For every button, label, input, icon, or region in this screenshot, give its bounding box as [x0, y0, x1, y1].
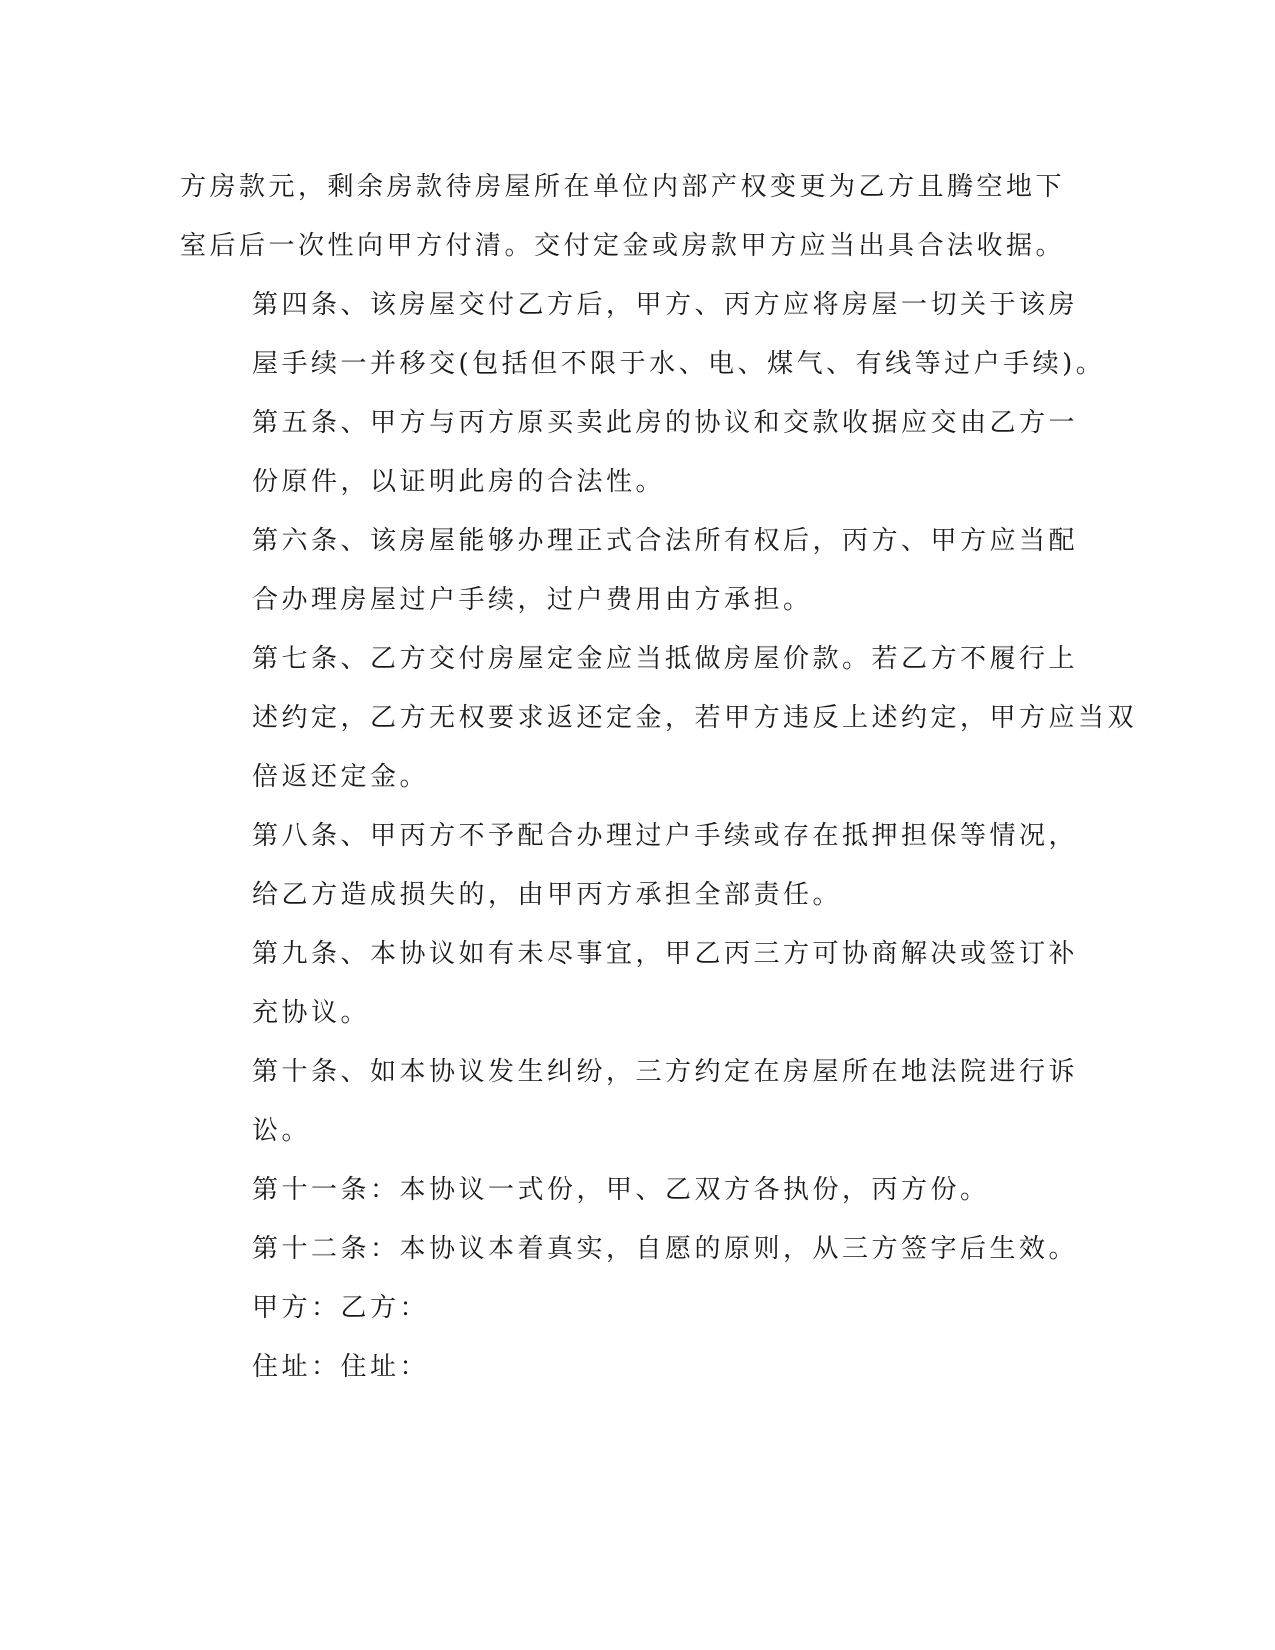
paragraph-article-9: [180, 925, 1079, 1043]
text-line: 第九条、本协议如有未尽事宜，甲乙丙三方可协商解决或签订补: [252, 939, 1079, 969]
paragraph-article-12: [180, 1220, 1079, 1279]
text-line: 室后后一次性向甲方付清。交付定金或房款甲方应当出具合法收据。: [180, 231, 1066, 261]
text-line: 第四条、该房屋交付乙方后，甲方、丙方应将房屋一切关于该房: [252, 290, 1079, 320]
paragraph-article-6: [180, 512, 1079, 630]
document-body: [180, 158, 1138, 1397]
text-line: 述约定，乙方无权要求返还定金，若甲方违反上述约定，甲方应当双: [252, 703, 1138, 733]
text-line: 给乙方造成损失的，由甲丙方承担全部责任。: [252, 880, 843, 910]
text-line: 第六条、该房屋能够办理正式合法所有权后，丙方、甲方应当配: [252, 526, 1079, 556]
paragraph-article-4: [180, 276, 1106, 394]
text-line: 第五条、甲方与丙方原买卖此房的协议和交款收据应交由乙方一: [252, 408, 1079, 438]
text-line: 充协议。: [252, 998, 371, 1028]
text-line: 合办理房屋过户手续，过户费用由方承担。: [252, 585, 813, 615]
text-line: 第十一条：本协议一式份，甲、乙双方各执份，丙方份。: [252, 1175, 990, 1205]
paragraph-article-11: [180, 1161, 1035, 1220]
text-line: 第七条、乙方交付房屋定金应当抵做房屋价款。若乙方不履行上: [252, 644, 1079, 674]
text-line: 讼。: [252, 1116, 312, 1146]
paragraph-payment: [180, 158, 1066, 276]
paragraph-article-5: [180, 394, 1079, 512]
text-line: 第十条、如本协议发生纠纷，三方约定在房屋所在地法院进行诉: [252, 1057, 1079, 1087]
text-line: 第八条、甲丙方不予配合办理过户手续或存在抵押担保等情况，: [252, 821, 1079, 851]
text-line: 倍返还定金。: [252, 762, 430, 792]
text-line: 第十二条：本协议本着真实，自愿的原则，从三方签字后生效。: [252, 1234, 1079, 1264]
paragraph-article-8: [180, 807, 1079, 925]
paragraph-article-7: [180, 630, 1138, 807]
text-line: 甲方：乙方：: [252, 1293, 430, 1323]
text-line: 屋手续一并移交(包括但不限于水、电、煤气、有线等过户手续)。: [252, 349, 1106, 379]
text-line: 住址：住址：: [252, 1352, 430, 1382]
signature-address-line: [180, 1338, 1035, 1397]
text-line: 份原件，以证明此房的合法性。: [252, 467, 666, 497]
text-line: 方房款元，剩余房款待房屋所在单位内部产权变更为乙方且腾空地下: [180, 172, 1066, 202]
signature-party-line: [180, 1279, 1035, 1338]
paragraph-article-10: [180, 1043, 1079, 1161]
